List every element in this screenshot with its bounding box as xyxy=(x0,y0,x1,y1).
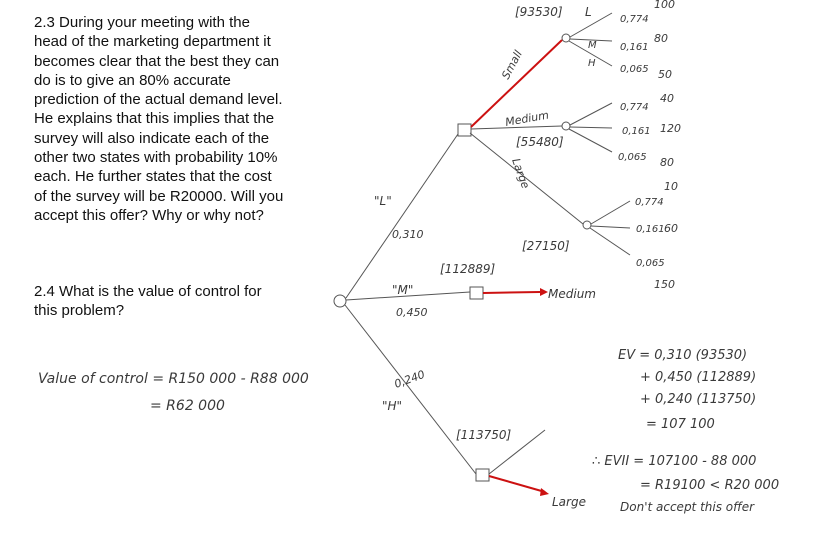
branch-label-small: Small xyxy=(499,48,525,82)
node-value-mid: [55480] xyxy=(516,135,564,149)
svg-text:50: 50 xyxy=(658,68,672,81)
chance-node-top xyxy=(562,34,570,42)
svg-text:M: M xyxy=(588,40,597,51)
prob-L: 0,310 xyxy=(392,228,424,241)
decision-node-L xyxy=(458,124,471,136)
signal-label-M: "M" xyxy=(392,283,414,297)
question-2-4: 2.4 What is the value of control for this problem? xyxy=(34,283,262,320)
arrow-label-medium: Medium xyxy=(548,287,596,301)
signal-label-L: "L" xyxy=(374,194,392,208)
decision-node-M xyxy=(470,287,483,299)
prob-H: 0,240 xyxy=(392,367,427,391)
svg-text:H: H xyxy=(588,58,596,69)
evii-line2: = R19100 < R20 000 xyxy=(640,478,780,493)
ev-line2: + 0,450 (112889) xyxy=(640,370,757,385)
svg-text:40: 40 xyxy=(660,92,674,105)
signal-label-H: "H" xyxy=(382,399,403,413)
svg-text:0,161: 0,161 xyxy=(620,42,649,53)
svg-text:0,161: 0,161 xyxy=(622,126,651,137)
optimal-branch-large xyxy=(489,476,545,492)
svg-text:80: 80 xyxy=(654,32,668,45)
svg-text:0,774: 0,774 xyxy=(620,102,649,113)
branch-H xyxy=(345,305,476,474)
optimal-branch-medium xyxy=(483,292,540,293)
ev-line4: = 107 100 xyxy=(646,417,715,432)
value-of-control-line1: Value of control = R150 000 - R88 000 xyxy=(38,371,309,387)
branch-label-large: Large xyxy=(509,156,533,191)
svg-text:L: L xyxy=(585,5,592,19)
value-of-control-line2: = R62 000 xyxy=(150,398,225,414)
node-value-m: [112889] xyxy=(440,262,496,276)
chance-node-lower xyxy=(583,221,591,229)
decision-node-H xyxy=(476,469,489,481)
svg-text:0,774: 0,774 xyxy=(620,14,649,25)
evii-line1: ∴ EVII = 107100 - 88 000 xyxy=(592,454,757,469)
prob-M: 0,450 xyxy=(396,306,428,319)
question-2-3: 2.3 During your meeting with the head of the marketing department it becomes clear that the best they can do is to give an 80% accurate prediction of the actual demand level. He explains that this implies that the survey will also indicate each of the other two states with probability 10% each. He further states that the cost of the survey will be R20000. Will you accept this offer? Why or why not? xyxy=(34,14,284,224)
root-chance-node xyxy=(334,295,346,307)
svg-text:0,161: 0,161 xyxy=(636,224,665,235)
node-value-h: [113750] xyxy=(456,428,512,442)
branch-label-medium: Medium xyxy=(504,108,550,129)
svg-text:0,065: 0,065 xyxy=(618,152,647,163)
ev-line1: EV = 0,310 (93530) xyxy=(618,348,748,363)
svg-text:120: 120 xyxy=(660,122,681,135)
ev-line3: + 0,240 (113750) xyxy=(640,392,757,407)
svg-text:0,065: 0,065 xyxy=(636,258,665,269)
svg-text:10: 10 xyxy=(664,180,678,193)
svg-text:0,065: 0,065 xyxy=(620,64,649,75)
svg-text:0,774: 0,774 xyxy=(635,197,664,208)
svg-text:150: 150 xyxy=(654,278,675,291)
svg-text:80: 80 xyxy=(660,156,674,169)
evii-conclusion: Don't accept this offer xyxy=(620,500,755,514)
arrow-label-large: Large xyxy=(552,495,586,509)
node-value-top: [93530] xyxy=(515,5,563,19)
node-value-lower: [27150] xyxy=(522,239,570,253)
chance-node-mid xyxy=(562,122,570,130)
svg-text:60: 60 xyxy=(664,222,678,235)
svg-text:100: 100 xyxy=(654,0,675,11)
